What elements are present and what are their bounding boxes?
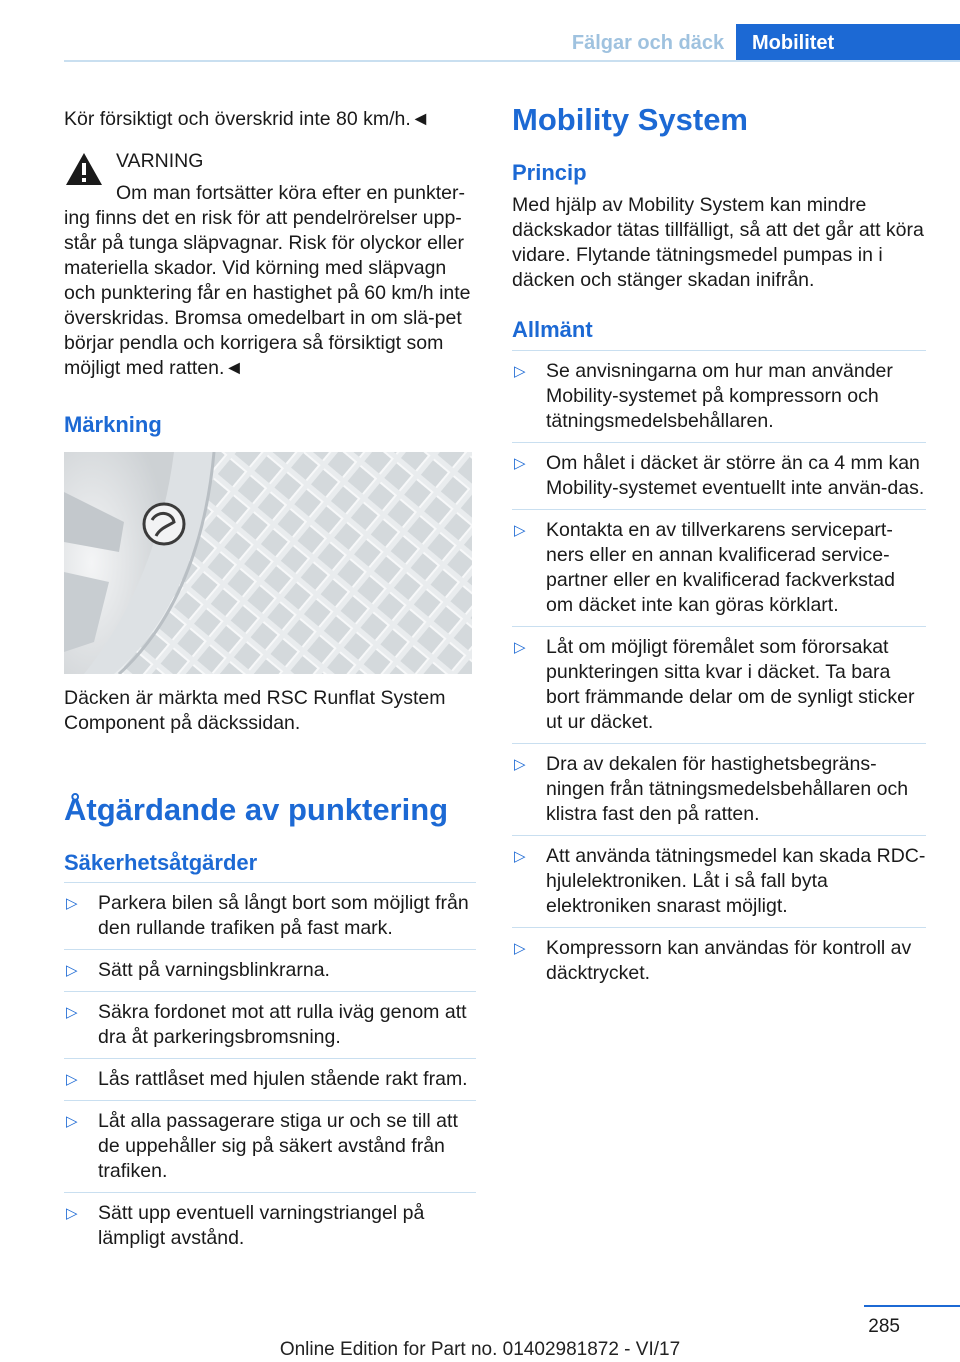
list-item-text: Sätt upp eventuell varningstriangel på lämpligt avstånd. bbox=[98, 1202, 425, 1249]
list-item-text: Sätt på varningsblinkrarna. bbox=[98, 959, 330, 981]
mobility-title: Mobility System bbox=[512, 102, 748, 137]
list-item bbox=[64, 891, 476, 941]
triangle-right-icon: ▷ bbox=[66, 1071, 78, 1088]
list-separator bbox=[512, 442, 926, 443]
list-separator bbox=[64, 1058, 476, 1059]
list-item-text: Kompressorn kan användas för kontroll av däcktrycket. bbox=[546, 937, 912, 984]
triangle-right-icon: ▷ bbox=[514, 940, 526, 957]
list-item bbox=[64, 1201, 476, 1251]
list-separator bbox=[64, 949, 476, 950]
list-item-text: Dra av dekalen för hastighetsbegräns-ningen från tätningsmedelsbehållaren och klistra fast den på ratten. bbox=[546, 753, 909, 825]
page-number-rule bbox=[864, 1305, 960, 1307]
list-item-text: Kontakta en av tillverkarens servicepart-ners eller en annan kvalificerad service-partner eller en kvalificerad fackverkstad om däcket inte kan göras körklart. bbox=[546, 519, 895, 616]
list-separator bbox=[512, 743, 926, 744]
header-rule bbox=[64, 60, 960, 62]
list-separator bbox=[512, 835, 926, 836]
list-item-text: Parkera bilen så långt bort som möjligt från den rullande trafiken på fast mark. bbox=[98, 892, 469, 939]
warning-text: Om man fortsätter köra efter en punkter-ing finns det en risk för att pendelrörelser upp-står på tunga släpvagnar. Risk för olyckor eller materiella skador. Vid körning med släpvagn och punktering får en hastighet på 60 km/h inte överskridas. Bromsa omedelbart in om slä-pet börjar pendla och korrigera så försiktigt som möjligt med ratten.◄ bbox=[64, 182, 471, 379]
triangle-right-icon: ▷ bbox=[514, 756, 526, 773]
list-item-text: Se anvisningarna om hur man använder Mobility-systemet på kompressorn och tätningsmedelsbehållaren. bbox=[546, 360, 893, 432]
list-separator bbox=[512, 350, 926, 351]
intro-text: Kör försiktigt och överskrid inte 80 km/h.◄ bbox=[64, 108, 431, 130]
list-item-text: Låt alla passagerare stiga ur och se till att de uppehåller sig på säkert avstånd från trafiken. bbox=[98, 1110, 458, 1182]
general-list bbox=[512, 350, 926, 994]
triangle-right-icon: ▷ bbox=[514, 639, 526, 656]
principle-heading: Princip bbox=[512, 160, 587, 185]
list-item bbox=[512, 635, 926, 735]
list-item bbox=[512, 451, 926, 501]
list-separator bbox=[512, 927, 926, 928]
triangle-right-icon: ▷ bbox=[66, 1113, 78, 1130]
list-item bbox=[512, 936, 926, 986]
section-title: Åtgärdande av punktering bbox=[64, 792, 449, 827]
list-separator bbox=[64, 1192, 476, 1193]
principle-text: Med hjälp av Mobility System kan mindre däckskador tätas tillfälligt, så att det går att köra vidare. Flytande tätningsmedel pumpas in i däcken och stänger skadan inifrån. bbox=[512, 194, 924, 291]
list-item bbox=[512, 359, 926, 434]
page-number: 285 bbox=[868, 1316, 900, 1337]
list-item-text: Att använda tätningsmedel kan skada RDC-hjulelektroniken. Låt i så fall byta elektroniken snarast möjligt. bbox=[546, 845, 926, 917]
triangle-right-icon: ▷ bbox=[514, 848, 526, 865]
list-item bbox=[64, 958, 476, 983]
edition-footer: Online Edition for Part no. 01402981872 - VI/17 bbox=[279, 1339, 681, 1360]
triangle-right-icon: ▷ bbox=[66, 1004, 78, 1021]
triangle-right-icon: ▷ bbox=[66, 1205, 78, 1222]
list-item-text: Säkra fordonet mot att rulla iväg genom att dra åt parkeringsbromsning. bbox=[98, 1001, 467, 1048]
image-caption: Däcken är märkta med RSC Runflat System Component på däckssidan. bbox=[64, 687, 446, 734]
triangle-right-icon: ▷ bbox=[514, 522, 526, 539]
triangle-right-icon: ▷ bbox=[66, 895, 78, 912]
header-active-tab[interactable]: Mobilitet bbox=[736, 24, 960, 62]
triangle-right-icon: ▷ bbox=[66, 962, 78, 979]
list-item bbox=[64, 1067, 476, 1092]
general-heading: Allmänt bbox=[512, 317, 593, 342]
list-item bbox=[512, 518, 926, 618]
warning-title: VARNING bbox=[116, 150, 204, 172]
list-item bbox=[64, 1109, 476, 1184]
triangle-right-icon: ▷ bbox=[514, 455, 526, 472]
list-separator bbox=[64, 882, 476, 883]
safety-list bbox=[64, 882, 476, 1259]
list-item-text: Lås rattlåset med hjulen stående rakt fram. bbox=[98, 1068, 468, 1090]
runflat-tire-image bbox=[64, 452, 472, 674]
list-item bbox=[512, 752, 926, 827]
list-separator bbox=[512, 626, 926, 627]
safety-heading: Säkerhetsåtgärder bbox=[64, 850, 258, 875]
list-separator bbox=[64, 991, 476, 992]
list-separator bbox=[64, 1100, 476, 1101]
list-separator bbox=[512, 509, 926, 510]
header-section-tab[interactable]: Fälgar och däck bbox=[571, 32, 725, 54]
marking-heading: Märkning bbox=[64, 412, 162, 437]
triangle-right-icon: ▷ bbox=[514, 363, 526, 380]
list-item-text: Om hålet i däcket är större än ca 4 mm kan Mobility-systemet eventuellt inte använ-das. bbox=[546, 452, 925, 499]
list-item-text: Låt om möjligt föremålet som förorsakat punkteringen sitta kvar i däcket. Ta bara bort främmande delar om de synligt sticker ut ur däcket. bbox=[546, 636, 915, 733]
list-item bbox=[512, 844, 926, 919]
list-item bbox=[64, 1000, 476, 1050]
